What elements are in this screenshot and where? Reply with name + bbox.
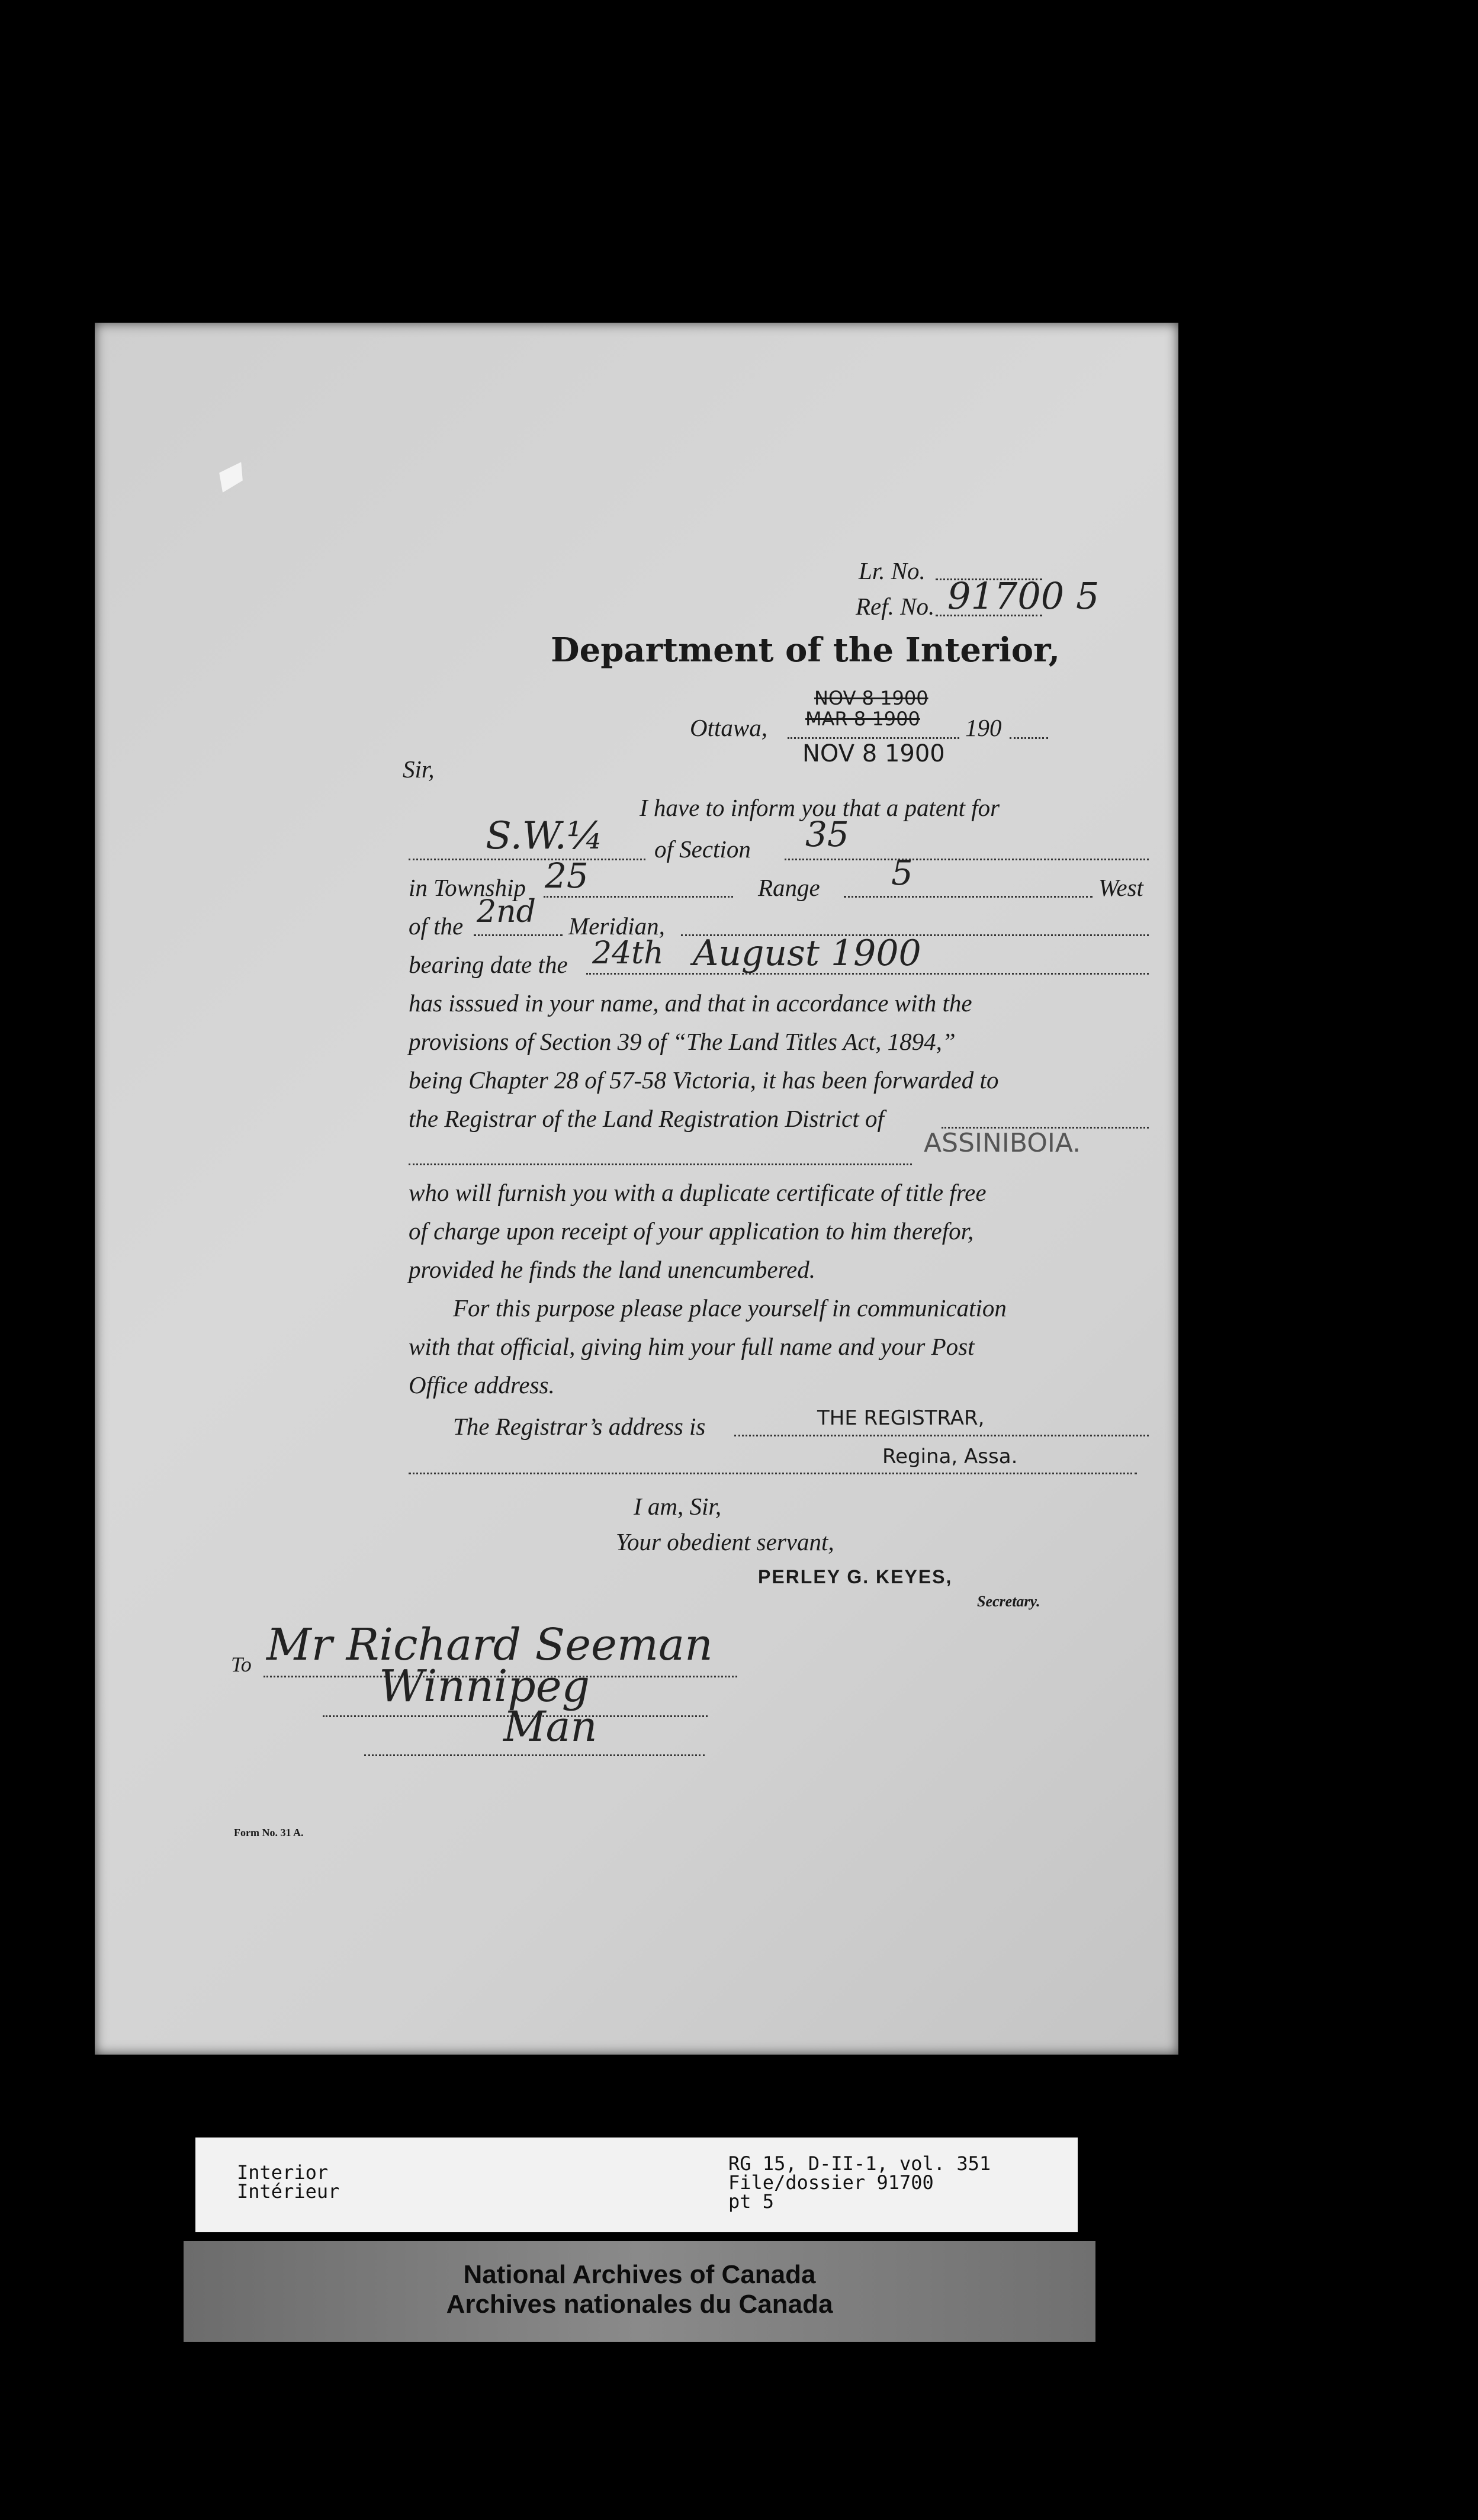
tear-mark (211, 455, 250, 498)
addressee-2: Winnipeg (379, 1661, 590, 1712)
date-rest: August 1900 (693, 933, 921, 974)
registrar-label: The Registrar’s address is (453, 1413, 706, 1440)
lr-no-label: Lr. No. (859, 557, 926, 584)
body2-line-1: who will furnish you with a duplicate certificate of title free (409, 1179, 987, 1206)
district-line-2 (409, 1163, 912, 1165)
archive-rg: RG 15, D-II-1, vol. 351 (728, 2152, 991, 2175)
ref-no-label: Ref. No. (856, 593, 935, 620)
meridian-value: 2nd (477, 894, 536, 930)
salutation: Sir, (403, 756, 435, 783)
section-value: 35 (805, 814, 849, 854)
addressee-3: Man (503, 1702, 597, 1751)
banner-line-en: National Archives of Canada (463, 2260, 816, 2289)
archive-dept-en: Interior (237, 2161, 329, 2184)
meridian-pre-line (474, 934, 563, 936)
archive-reference-label (195, 2138, 1078, 2232)
range-value: 5 (891, 853, 913, 893)
body2-line-2: of charge upon receipt of your application to him therefor, (409, 1217, 974, 1245)
township-line (544, 896, 733, 898)
struck-stamp-1: NOV 8 1900 (814, 687, 928, 709)
banner-line-fr: Archives nationales du Canada (446, 2290, 833, 2319)
district-stamp: ASSINIBOIA. (924, 1128, 1081, 1158)
date-line (788, 737, 959, 739)
range-line (844, 896, 1093, 898)
year-suffix: 190 (965, 714, 1002, 741)
parcel-value: S.W.¼ (486, 814, 603, 858)
signatory-title: Secretary. (977, 1593, 1040, 1610)
department-heading: Department of the Interior, (551, 631, 1061, 670)
township-value: 25 (545, 856, 589, 896)
body-line-3: being Chapter 28 of 57-58 Victoria, it has been forwarded to (409, 1066, 999, 1094)
closing-1: I am, Sir, (634, 1493, 722, 1520)
place-label: Ottawa, (690, 714, 767, 741)
west-label: West (1098, 874, 1143, 901)
body3-line-2: with that official, giving him your full name and your Post (409, 1333, 975, 1360)
closing-2: Your obedient servant, (616, 1528, 834, 1555)
date-day: 24th (592, 936, 664, 971)
archive-part: pt 5 (728, 2190, 775, 2213)
bearing-line (586, 973, 1149, 975)
body-line-2: provisions of Section 39 of “The Land Titles Act, 1894,” (409, 1028, 956, 1055)
meridian-label: Meridian, (568, 912, 665, 940)
inform-line: I have to inform you that a patent for (640, 794, 1000, 821)
struck-stamp-2: MAR 8 1900 (805, 708, 920, 730)
archive-file: File/dossier 91700 (728, 2171, 934, 2194)
bearing-label: bearing date the (409, 951, 568, 978)
registrar-line-2: Regina, Assa. (882, 1445, 1018, 1468)
registrar-line-b (409, 1473, 1137, 1474)
year-line (1010, 737, 1048, 739)
to-label: To (231, 1653, 252, 1676)
of-section-label: of Section (654, 835, 751, 863)
document-page (95, 323, 1178, 2055)
range-label: Range (758, 874, 820, 901)
parcel-line (409, 859, 645, 860)
body-line-1: has isssued in your name, and that in accordance with the (409, 989, 972, 1017)
registrar-line-a (734, 1435, 1149, 1436)
form-number: Form No. 31 A. (234, 1827, 304, 1838)
date-stamp: NOV 8 1900 (802, 740, 945, 767)
of-the-label: of the (409, 912, 464, 940)
ref-no-value: 91700 5 (947, 574, 1100, 618)
addressee-line-3 (364, 1754, 705, 1756)
archive-dept-fr: Intérieur (237, 2180, 340, 2203)
registrar-line-1: THE REGISTRAR, (817, 1406, 985, 1430)
archives-banner (184, 2241, 1095, 2342)
signatory: PERLEY G. KEYES, (758, 1566, 953, 1587)
body3-line-1: For this purpose please place yourself in communication (453, 1294, 1007, 1322)
township-label: in Township (409, 874, 526, 901)
body-line-4: the Registrar of the Land Registration District of (409, 1105, 884, 1132)
section-line (785, 859, 1149, 860)
addressee-1: Mr Richard Seeman (266, 1619, 713, 1670)
body2-line-3: provided he finds the land unencumbered. (409, 1256, 815, 1283)
body3-line-3: Office address. (409, 1371, 555, 1399)
